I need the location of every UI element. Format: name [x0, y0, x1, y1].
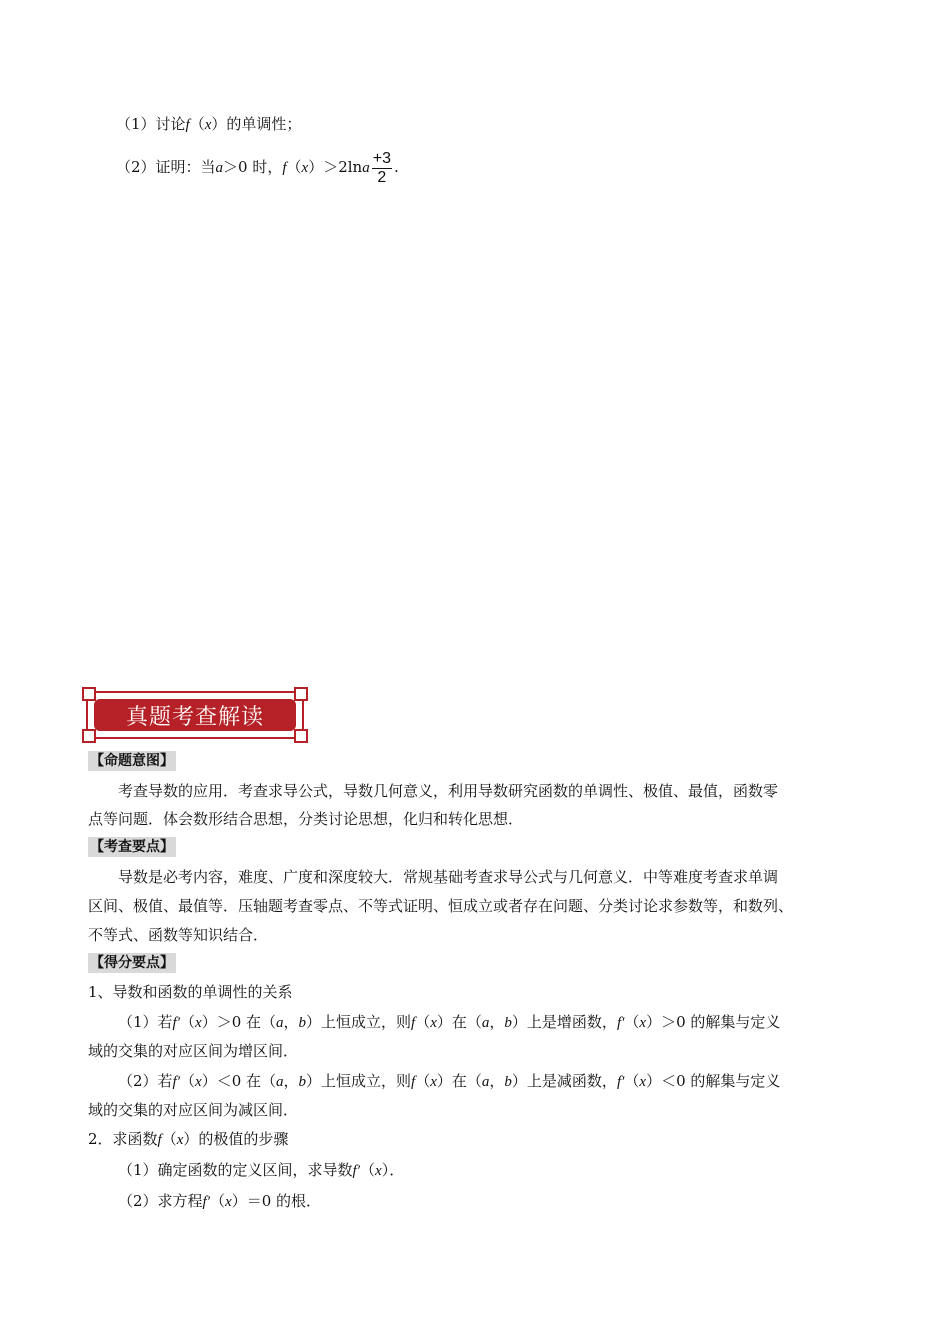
banner-title: 真题考查解读 — [94, 699, 296, 731]
scoring-heading-1: 1、导数和函数的单调性的关系 — [88, 983, 293, 1001]
tag-points: 【考查要点】 — [90, 839, 174, 855]
section-banner — [86, 691, 304, 739]
scoring-item-1-line-2: 域的交集的对应区间为增区间． — [88, 1042, 299, 1060]
banner-corner-ornament — [294, 687, 308, 701]
intent-line-2: 点等问题．体会数形结合思想，分类讨论思想，化归和转化思想． — [88, 810, 524, 828]
tag-scoring: 【得分要点】 — [90, 955, 174, 971]
points-line-2: 区间、极值、最值等．压轴题考查零点、不等式证明、恒成立或者存在问题、分类讨论求参数等，和数列、 — [88, 897, 794, 915]
tag-intent: 【命题意图】 — [90, 753, 174, 769]
points-line-1: 导数是必考内容，难度、广度和深度较大．常规基础考查求导公式与几何意义．中等难度考查求单调 — [118, 868, 779, 886]
scoring-item-1-line-1: （1）若f′（x）＞0 在（a，b）上恒成立，则f（x）在（a，b）上是增函数，f′（x）＞0 的解集与定义 — [118, 1013, 781, 1031]
scoring-item-2-line-2: 域的交集的对应区间为减区间． — [88, 1101, 299, 1119]
intent-line-1: 考查导数的应用．考查求导公式，导数几何意义，利用导数研究函数的单调性、极值、最值，函数零 — [118, 782, 779, 800]
problem-part-1: （1）讨论f（x）的单调性； — [116, 115, 302, 133]
fraction: $\frac{+3}{2}$ — [372, 149, 391, 186]
banner-corner-ornament — [82, 729, 96, 743]
scoring-step-2: （2）求方程f′（x）＝0 的根． — [118, 1192, 321, 1210]
points-line-3: 不等式、函数等知识结合． — [88, 926, 269, 944]
scoring-step-1: （1）确定函数的定义区间，求导数f′（x）． — [118, 1161, 405, 1179]
problem-part-2: （2）证明：当a＞0 时，f（x）＞2lna $\frac{+3}{2}$ . — [116, 149, 399, 186]
scoring-heading-2: 2．求函数f（x）的极值的步骤 — [88, 1130, 289, 1148]
scoring-item-2-line-1: （2）若f′（x）＜0 在（a，b）上恒成立，则f（x）在（a，b）上是减函数，f′（x）＜0 的解集与定义 — [118, 1072, 781, 1090]
